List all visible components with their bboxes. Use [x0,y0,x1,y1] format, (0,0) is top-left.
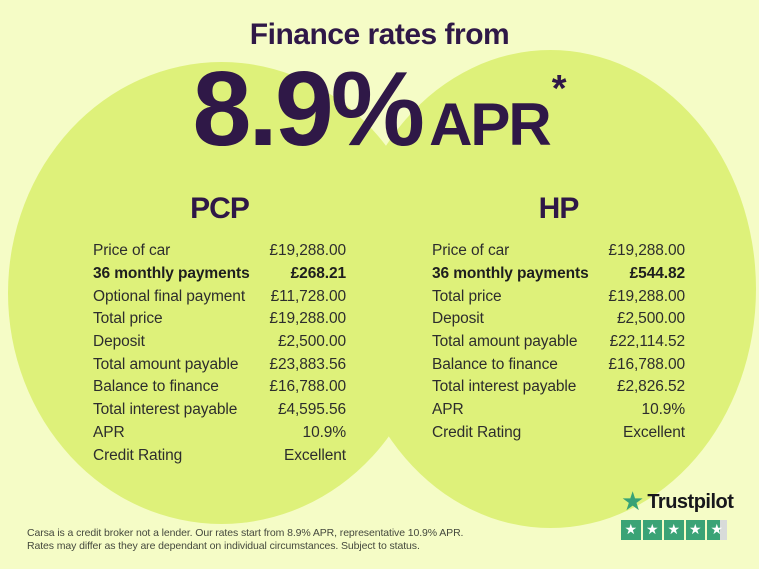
rating-star-box [643,520,663,540]
row-label: Total amount payable [432,333,578,351]
table-row [93,240,346,263]
row-value: £16,788.00 [269,378,346,396]
row-label: 36 monthly payments [93,265,250,283]
table-row [93,376,346,399]
disclaimer-line-1: Carsa is a credit broker not a lender. Our rates start from 8.9% APR, representative 10.9% APR. [27,526,464,539]
hp-table-title: HP [538,192,579,225]
row-label: Balance to finance [93,378,219,396]
hp-finance-table [432,192,685,444]
row-value: £2,826.52 [616,378,685,396]
table-row [93,444,346,467]
row-value: £544.82 [629,265,685,283]
table-row [93,308,346,331]
star-icon: ★ [624,521,638,538]
row-value: Excellent [623,423,685,441]
row-label: Price of car [432,242,510,260]
rating-star-box [664,520,684,540]
row-label: Balance to finance [432,355,558,373]
row-value: £19,288.00 [608,287,685,305]
table-row [432,376,685,399]
table-row [93,399,346,422]
rating-star-box [686,520,706,540]
row-value: Excellent [284,446,346,464]
hero-apr-asterisk: * [551,67,567,110]
rating-star-box [621,520,641,540]
row-value: £11,728.00 [270,287,346,305]
row-value: £268.21 [290,265,346,283]
row-label: Total interest payable [93,401,238,419]
row-label: Total interest payable [432,378,577,396]
table-row [93,263,346,286]
row-value: £2,500.00 [277,333,346,351]
row-label: Optional final payment [93,287,246,305]
row-label: Deposit [432,310,484,328]
row-label: Price of car [93,242,171,260]
trustpilot-wordmark: Trustpilot [647,490,734,513]
table-row [93,331,346,354]
row-label: APR [432,401,464,419]
row-value: £22,114.52 [609,333,685,351]
row-label: Credit Rating [93,446,183,464]
row-value: 10.9% [641,401,685,419]
table-row [432,422,685,445]
row-label: APR [93,423,125,441]
row-label: 36 monthly payments [432,265,589,283]
row-value: £19,288.00 [608,242,685,260]
row-value: 10.9% [302,423,346,441]
table-row [432,399,685,422]
row-value: £2,500.00 [616,310,685,328]
row-value: £19,288.00 [269,242,346,260]
row-label: Credit Rating [432,423,522,441]
trustpilot-badge[interactable] [621,489,739,540]
hero-rate-line [0,49,759,168]
hero-eyebrow: Finance rates from [249,18,510,51]
star-icon: ★ [688,521,702,538]
table-row [93,422,346,445]
legal-disclaimer [27,527,587,553]
star-icon: ★ [645,521,659,538]
hero [0,18,759,168]
row-label: Total amount payable [93,355,239,373]
star-icon: ★ [710,521,724,538]
table-row [93,353,346,376]
table-row [432,353,685,376]
table-row [432,308,685,331]
star-icon: ★ [667,521,681,538]
hero-rate-value: 8.9% [192,49,423,168]
disclaimer-line-2: Rates may differ as they are dependant on individual circumstances. Subject to status. [27,539,420,552]
row-value: £23,883.56 [269,355,346,373]
row-label: Total price [432,287,502,305]
rating-star-box-partial [707,520,727,540]
trustpilot-rating-stars [621,520,739,540]
pcp-table-title: PCP [190,192,249,225]
row-label: Deposit [93,333,145,351]
table-row [432,285,685,308]
table-row [93,285,346,308]
table-row [432,331,685,354]
table-row [432,240,685,263]
pcp-finance-table [93,192,346,467]
trustpilot-star-icon: ★ [621,487,645,517]
table-row [432,263,685,286]
row-value: £19,288.00 [269,310,346,328]
row-value: £4,595.56 [277,401,346,419]
row-value: £16,788.00 [608,355,685,373]
row-label: Total price [93,310,163,328]
hero-apr-label: APR [429,90,550,158]
trustpilot-logo [621,489,739,515]
